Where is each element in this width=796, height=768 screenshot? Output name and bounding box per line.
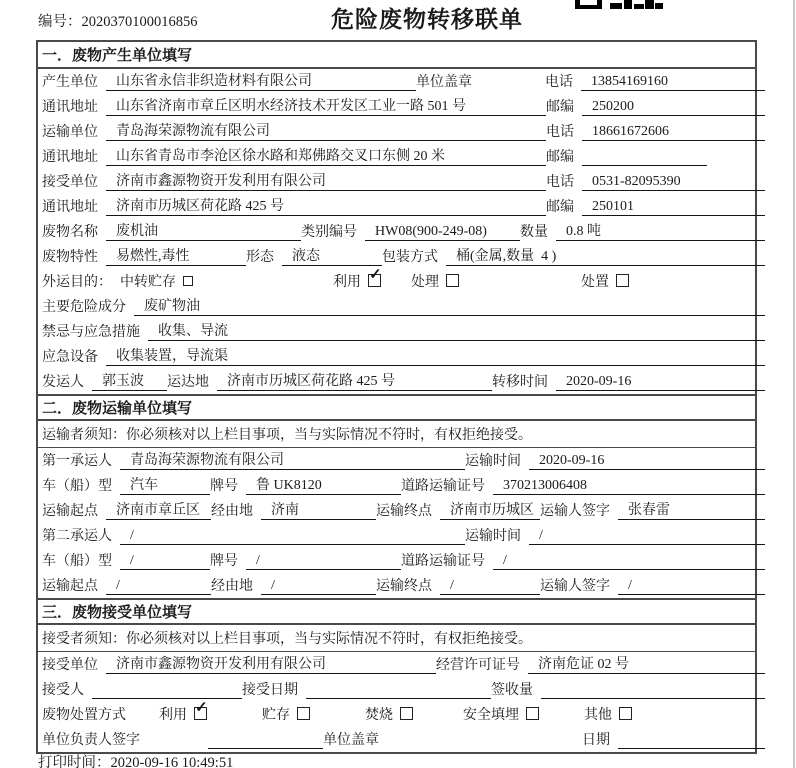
checkbox-item	[581, 271, 629, 291]
field-value: 250200	[582, 98, 765, 116]
field-value: /	[261, 577, 376, 595]
field-label: 签收量	[491, 683, 533, 698]
field-value: 济南市鑫源物资开发利用有限公司	[106, 173, 546, 191]
checkbox-item	[262, 704, 310, 724]
form-row	[38, 144, 755, 169]
field-label: 日期	[582, 733, 610, 748]
field-label: 运达地	[167, 375, 209, 390]
field-value: 易燃性,毒性	[106, 248, 246, 266]
qr-code-fragment-icon	[573, 0, 663, 10]
field-label: 产生单位	[42, 75, 98, 90]
field-label: 数量	[520, 225, 548, 240]
checkbox[interactable]	[526, 707, 539, 720]
checkbox-label: 中转贮存	[120, 275, 176, 290]
field-value: /	[246, 552, 401, 570]
field-label: 形态	[246, 250, 274, 265]
field-value: 济南市历城区	[440, 502, 540, 520]
field-label: 牌号	[210, 479, 238, 494]
field-label: 运输人签字	[540, 579, 610, 594]
section-note: 运输者须知：你必须核对以上栏目事项，当与实际情况不符时，有权拒绝接受。	[38, 421, 755, 448]
document-serial	[38, 10, 198, 31]
field-value: 废机油	[106, 223, 301, 241]
page-right-edge	[793, 0, 795, 768]
form-row	[38, 523, 755, 548]
check-mark-icon: ✓	[369, 267, 382, 283]
field-label: 邮编	[546, 100, 574, 115]
field-label: 应急设备	[42, 350, 98, 365]
field-label: 通讯地址	[42, 100, 98, 115]
field-label: 接受人	[42, 683, 84, 698]
field-value: 0.8 吨	[556, 223, 765, 241]
checkbox[interactable]	[619, 707, 632, 720]
section-header: 二．废物运输单位填写	[38, 394, 755, 421]
field-value	[582, 148, 707, 166]
form-row	[38, 573, 755, 598]
field-value: 济南市鑫源物资开发利用有限公司	[106, 656, 436, 674]
field-label: 转移时间	[492, 375, 548, 390]
print-timestamp	[38, 751, 233, 768]
field-label: 经营许可证号	[436, 658, 520, 673]
form-row	[38, 219, 755, 244]
field-value: /	[120, 552, 210, 570]
checkbox[interactable]	[368, 267, 382, 287]
field-label: 主要危险成分	[42, 300, 126, 315]
field-value: /	[106, 577, 211, 595]
field-value: /	[529, 527, 765, 545]
form-row	[38, 702, 755, 727]
checkbox-label: 利用	[333, 275, 361, 290]
field-value	[541, 681, 765, 699]
field-label: 经由地	[211, 579, 253, 594]
form-row	[38, 269, 755, 294]
field-label: 运输起点	[42, 504, 98, 519]
checkbox[interactable]	[183, 276, 193, 286]
field-value: 青岛海荣源物流有限公司	[120, 452, 465, 470]
checkbox-item	[159, 700, 208, 724]
checkbox-item	[120, 271, 193, 291]
field-label: 外运目的：	[42, 275, 112, 290]
field-label: 运输单位	[42, 125, 98, 140]
form-table	[36, 40, 757, 754]
field-label: 废物特性	[42, 250, 98, 265]
field-value: HW08(900-249-08)	[365, 223, 520, 241]
form-row	[38, 727, 755, 752]
field-value: 13854169160	[581, 73, 765, 91]
field-value: 济南市历城区荷花路 425 号	[106, 198, 546, 216]
field-label: 类别编号	[301, 225, 357, 240]
form-row	[38, 319, 755, 344]
field-label: 接受日期	[242, 683, 298, 698]
field-label: 经由地	[211, 504, 253, 519]
form-row	[38, 498, 755, 523]
form-row	[38, 344, 755, 369]
form-row	[38, 652, 755, 677]
checkbox-item	[584, 704, 632, 724]
form-row	[38, 294, 755, 319]
field-value: 鲁 UK8120	[246, 477, 401, 495]
checkbox[interactable]	[400, 707, 413, 720]
field-label: 电话	[546, 125, 574, 140]
checkbox-label: 处置	[581, 275, 609, 290]
field-value: 山东省青岛市李沧区徐水路和郑佛路交叉口东侧 20 米	[106, 148, 546, 166]
form-row	[38, 244, 755, 269]
field-label: 运输起点	[42, 579, 98, 594]
field-label: 车（船）型	[42, 479, 112, 494]
checkbox[interactable]	[297, 707, 310, 720]
field-label: 接受单位	[42, 175, 98, 190]
checkbox-item	[411, 271, 459, 291]
checkbox[interactable]	[616, 274, 629, 287]
checkbox[interactable]	[194, 700, 208, 720]
form-row	[38, 94, 755, 119]
field-value: 济南市历城区荷花路 425 号	[217, 373, 492, 391]
field-label: 道路运输证号	[401, 479, 485, 494]
field-label: 废物处置方式	[42, 708, 126, 723]
checkbox-item	[333, 267, 382, 291]
field-value: 0531-82095390	[582, 173, 765, 191]
field-label: 邮编	[546, 200, 574, 215]
field-label: 接受单位	[42, 658, 98, 673]
checkbox-label: 焚烧	[365, 708, 393, 723]
form-row	[38, 677, 755, 702]
field-value: 2020-09-16	[529, 452, 765, 470]
field-label: 牌号	[210, 554, 238, 569]
form-row	[38, 69, 755, 94]
field-value: 250101	[582, 198, 765, 216]
field-label: 第二承运人	[42, 529, 112, 544]
field-label: 第一承运人	[42, 454, 112, 469]
field-value	[618, 731, 765, 749]
serial-number: 2020370100016856	[81, 14, 198, 30]
field-label: 包装方式	[382, 250, 438, 265]
field-value: /	[440, 577, 540, 595]
field-value: 郭玉波	[92, 373, 167, 391]
checkbox-label: 其他	[584, 708, 612, 723]
field-label: 禁忌与应急措施	[42, 325, 140, 340]
field-label: 车（船）型	[42, 554, 112, 569]
form-row	[38, 448, 755, 473]
field-label: 邮编	[546, 150, 574, 165]
checkbox-label: 利用	[159, 708, 187, 723]
checkbox-label: 贮存	[262, 708, 290, 723]
field-label: 电话	[545, 75, 573, 90]
field-value: 济南	[261, 502, 376, 520]
field-value: /	[120, 527, 465, 545]
field-label: 运输人签字	[540, 504, 610, 519]
checkbox-label: 安全填埋	[463, 708, 519, 723]
field-label: 运输终点	[376, 504, 432, 519]
section-note: 接受者须知：你必须核对以上栏目事项，当与实际情况不符时，有权拒绝接受。	[38, 625, 755, 652]
checkbox-label: 处理	[411, 275, 439, 290]
section-header: 三．废物接受单位填写	[38, 598, 755, 625]
field-label: 电话	[546, 175, 574, 190]
field-label: 通讯地址	[42, 150, 98, 165]
field-label: 单位盖章	[416, 75, 472, 90]
field-label: 运输时间	[465, 454, 521, 469]
field-label: 发运人	[42, 375, 84, 390]
field-value	[306, 681, 491, 699]
field-value: 2020-09-16	[556, 373, 765, 391]
field-value: 汽车	[120, 477, 210, 495]
form-row	[38, 169, 755, 194]
field-value: 济南市章丘区	[106, 502, 211, 520]
field-value: 370213006408	[493, 477, 765, 495]
field-label: 运输终点	[376, 579, 432, 594]
field-label: 通讯地址	[42, 200, 98, 215]
field-value: 济南危证 02 号	[528, 656, 765, 674]
serial-label: 编号：	[38, 14, 82, 30]
field-value: 桶(金属,数量 4 )	[446, 248, 765, 266]
field-value: 液态	[282, 248, 382, 266]
field-label: 运输时间	[465, 529, 521, 544]
checkbox-item	[365, 704, 413, 724]
field-label: 废物名称	[42, 225, 98, 240]
field-value: /	[618, 577, 765, 595]
check-mark-icon: ✓	[195, 700, 208, 716]
field-value: 18661672606	[582, 123, 765, 141]
field-label: 单位盖章	[323, 733, 379, 748]
form-row	[38, 369, 755, 394]
section-header: 一．废物产生单位填写	[38, 42, 755, 69]
checkbox[interactable]	[446, 274, 459, 287]
field-label: 道路运输证号	[401, 554, 485, 569]
field-value: 山东省济南市章丘区明水经济技术开发区工业一路 501 号	[106, 98, 546, 116]
form-row	[38, 473, 755, 498]
field-value: 张春雷	[618, 502, 765, 520]
field-value: 收集装置，导流渠	[106, 348, 765, 366]
field-value: 废矿物油	[134, 298, 765, 316]
form-row	[38, 119, 755, 144]
form-row	[38, 194, 755, 219]
print-value: 2020-09-16 10:49:51	[110, 755, 234, 768]
print-label: 打印时间：	[38, 755, 111, 768]
field-value	[92, 681, 242, 699]
checkbox-item	[463, 704, 539, 724]
field-value	[208, 731, 323, 749]
field-label: 单位负责人签字	[42, 733, 140, 748]
field-value: 青岛海荣源物流有限公司	[106, 123, 546, 141]
field-value: 山东省永信非织造材料有限公司	[106, 73, 416, 91]
field-value: /	[493, 552, 765, 570]
field-value: 收集、导流	[148, 323, 765, 341]
form-row	[38, 548, 755, 573]
page-title: 危险废物转移联单	[331, 7, 523, 32]
